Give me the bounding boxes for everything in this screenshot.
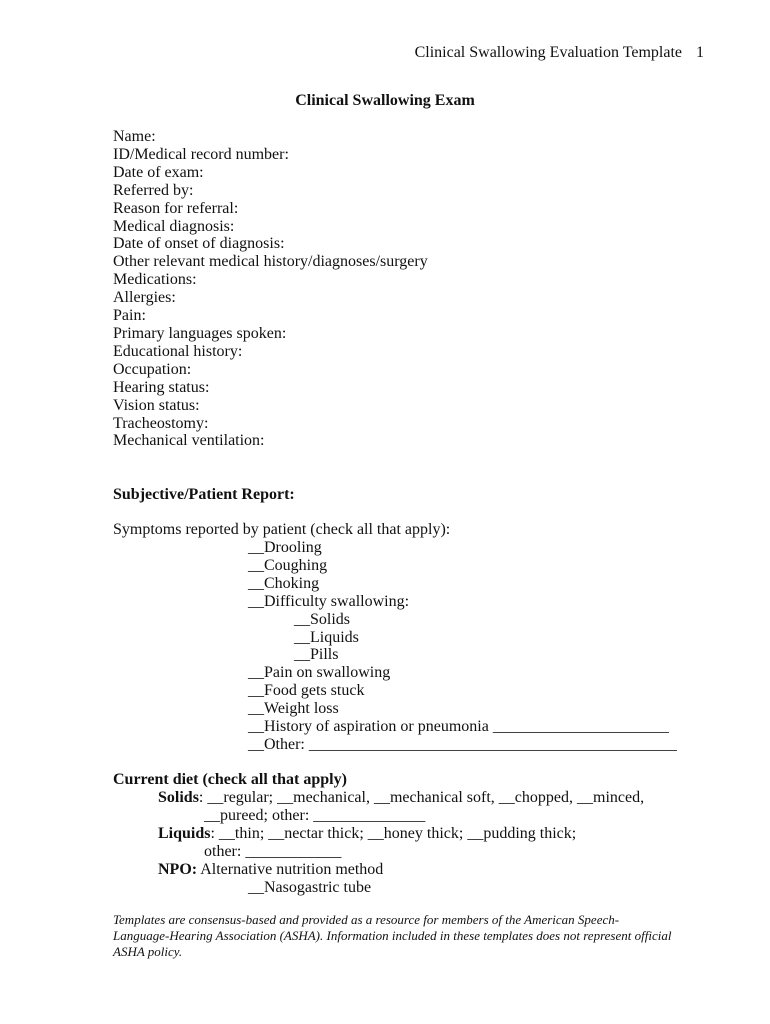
diet-liquids-line — [158, 825, 576, 843]
field-label: Mechanical ventilation: — [113, 432, 265, 450]
symptom-item: __Drooling — [248, 539, 322, 556]
liquids-options: : __thin; __nectar thick; __honey thick; __pudding thick; — [210, 825, 577, 842]
symptom-item: __Pain on swallowing — [248, 664, 391, 682]
field-label: Name: — [113, 128, 156, 145]
diet-npo-line — [158, 861, 383, 879]
field-label: Hearing status: — [113, 378, 210, 396]
symptom-item: __Difficulty swallowing: — [248, 592, 410, 610]
solids-options-continued: __pureed; other: ______________ — [204, 807, 426, 824]
symptoms-list — [248, 539, 677, 754]
liquids-options-continued: other: ____________ — [204, 843, 342, 860]
diet-solids-line — [158, 789, 644, 807]
symptom-item: __Weight loss — [248, 700, 339, 718]
field-label: Allergies: — [113, 289, 176, 307]
liquids-label: Liquids — [158, 825, 211, 842]
npo-label: NPO: — [158, 861, 198, 878]
field-label: Reason for referral: — [113, 199, 239, 217]
page-number: 1 — [696, 44, 704, 61]
diet-heading: Current diet (check all that apply) — [113, 771, 347, 788]
field-label: Date of onset of diagnosis: — [113, 235, 285, 253]
field-label: Referred by: — [113, 181, 194, 199]
solids-options: : __regular; __mechanical, __mechanical soft, __chopped, __minced, — [198, 789, 645, 806]
field-label: Medical diagnosis: — [113, 217, 235, 235]
symptom-item: __History of aspiration or pneumonia ______________________ — [248, 718, 669, 736]
asha-disclaimer: Templates are consensus-based and provided as a resource for members of the American Speech-Language-Hearing Association (ASHA). Information included in these templates does not represent official ASHA policy. — [113, 912, 672, 959]
field-label: Occupation: — [113, 360, 192, 378]
field-label: Vision status: — [113, 396, 200, 414]
running-header — [0, 44, 704, 62]
patient-info-fields — [113, 128, 428, 450]
field-label: Educational history: — [113, 342, 243, 360]
symptom-item: __Other: ______________________________________________ — [248, 735, 677, 753]
field-label: Medications: — [113, 271, 197, 289]
field-label: Primary languages spoken: — [113, 324, 287, 342]
symptom-subitem: __Liquids — [294, 628, 359, 646]
subjective-heading: Subjective/Patient Report: — [113, 486, 295, 503]
npo-method: Alternative nutrition method — [200, 861, 384, 878]
symptom-subitem: __Pills — [294, 646, 339, 664]
solids-label: Solids — [158, 789, 199, 806]
page-title: Clinical Swallowing Exam — [295, 92, 475, 109]
symptom-item: __Coughing — [248, 556, 328, 574]
symptoms-prompt: Symptoms reported by patient (check all that apply): — [113, 521, 451, 538]
symptom-item: __Choking — [248, 574, 320, 592]
symptom-subitem: __Solids — [294, 610, 351, 628]
field-label: Date of exam: — [113, 163, 204, 181]
field-label: Other relevant medical history/diagnoses/surgery — [113, 253, 428, 271]
field-label: ID/Medical record number: — [113, 145, 289, 163]
npo-nasogastric-option: __Nasogastric tube — [248, 879, 372, 896]
symptom-item: __Food gets stuck — [248, 682, 365, 700]
running-title: Clinical Swallowing Evaluation Template — [414, 44, 682, 61]
field-label: Tracheostomy: — [113, 414, 209, 432]
field-label: Pain: — [113, 307, 146, 325]
